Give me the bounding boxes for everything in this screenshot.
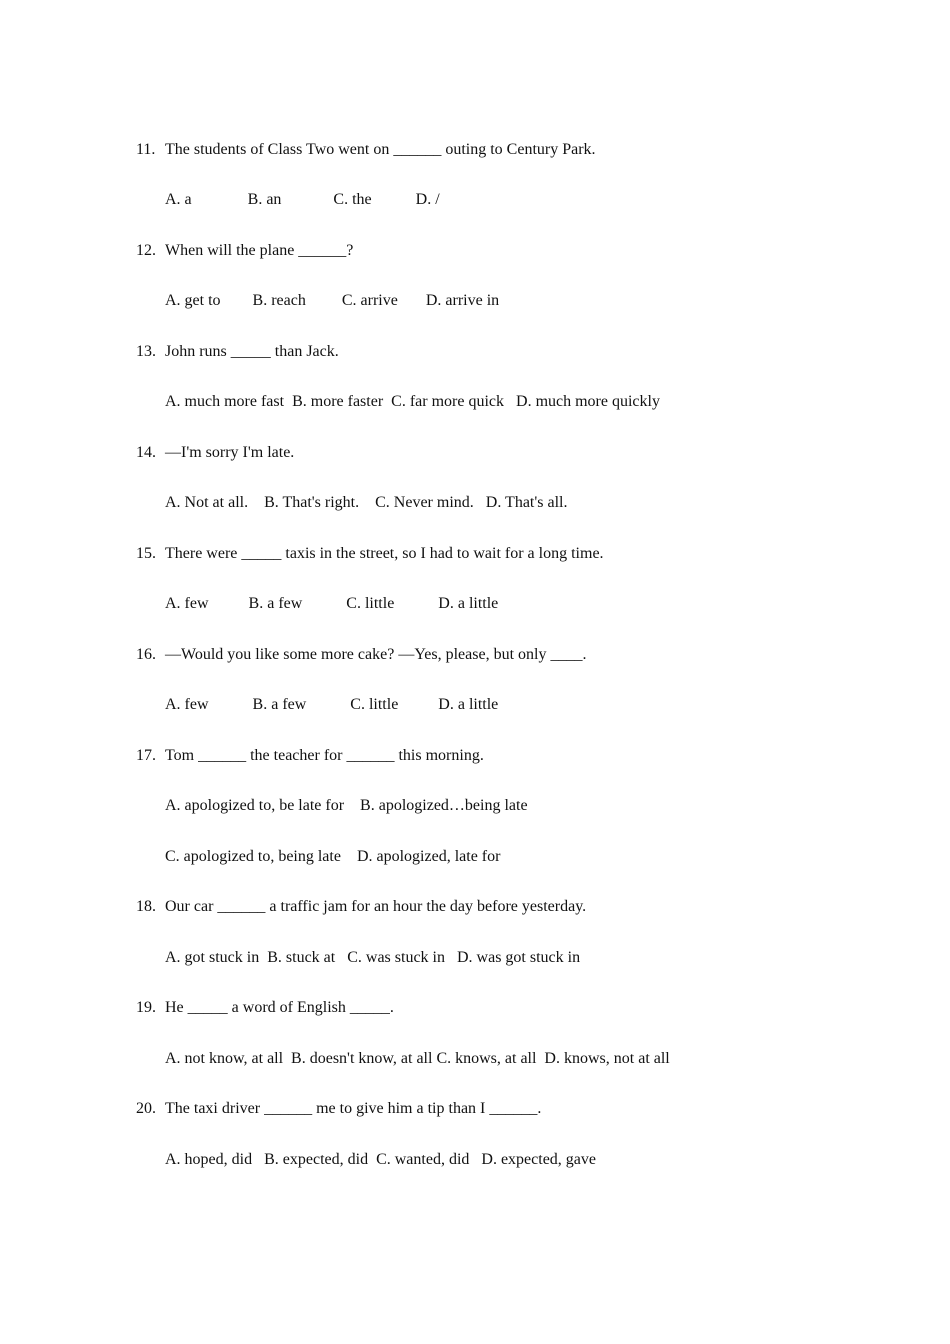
question-number: 20. [136,1100,156,1117]
question-number: 17. [136,747,156,764]
answer-options: A. apologized to, be late for B. apologized…being late [165,797,528,814]
answer-options: A. Not at all. B. That's right. C. Never mind. D. That's all. [165,494,568,511]
question-number: 15. [136,545,156,562]
question-stem: Our car ______ a traffic jam for an hour the day before yesterday. [165,898,587,915]
answer-options: C. apologized to, being late D. apologized, late for [165,848,501,865]
question-number: 14. [136,444,156,461]
answer-options: A. not know, at all B. doesn't know, at all C. knows, at all D. knows, not at all [165,1050,670,1067]
question-stem: When will the plane ______? [165,242,354,259]
question-number: 18. [136,898,156,915]
question-number: 12. [136,242,156,259]
answer-options: A. much more fast B. more faster C. far more quick D. much more quickly [165,393,660,410]
answer-options: A. few B. a few C. little D. a little [165,696,499,713]
question-stem: The students of Class Two went on ______ outing to Century Park. [165,141,596,158]
answer-options: A. get to B. reach C. arrive D. arrive in [165,292,500,309]
question-stem: There were _____ taxis in the street, so I had to wait for a long time. [165,545,604,562]
answer-options: A. hoped, did B. expected, did C. wanted, did D. expected, gave [165,1151,596,1168]
question-number: 19. [136,999,156,1016]
question-stem: —I'm sorry I'm late. [165,444,295,461]
question-stem: —Would you like some more cake? —Yes, please, but only ____. [165,646,587,663]
question-number: 16. [136,646,156,663]
answer-options: A. got stuck in B. stuck at C. was stuck in D. was got stuck in [165,949,581,966]
question-number: 11. [136,141,156,158]
question-stem: The taxi driver ______ me to give him a tip than I ______. [165,1100,542,1117]
answer-options: A. a B. an C. the D. / [165,191,440,208]
question-number: 13. [136,343,156,360]
answer-options: A. few B. a few C. little D. a little [165,595,499,612]
question-stem: John runs _____ than Jack. [165,343,339,360]
question-stem: He _____ a word of English _____. [165,999,394,1016]
question-stem: Tom ______ the teacher for ______ this morning. [165,747,484,764]
